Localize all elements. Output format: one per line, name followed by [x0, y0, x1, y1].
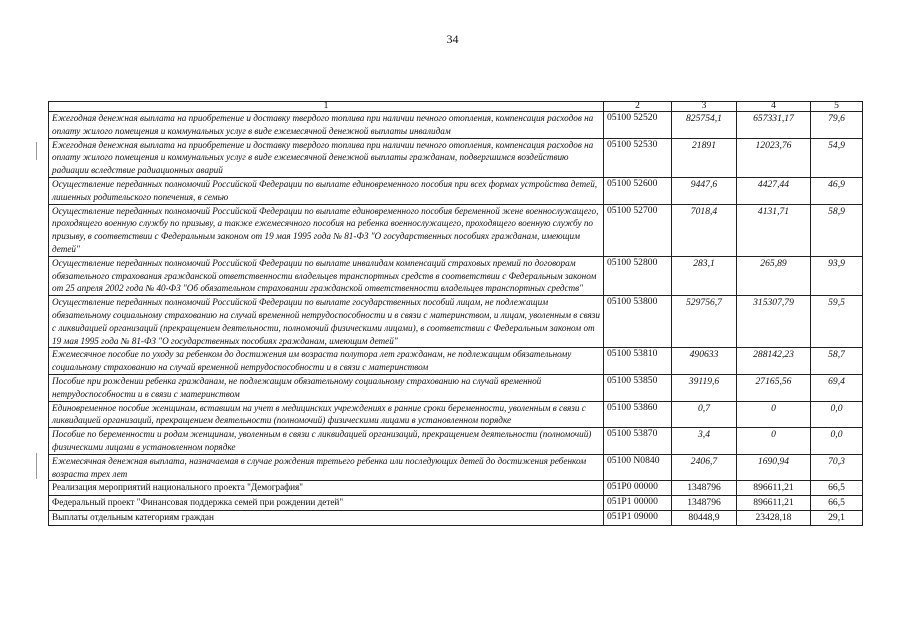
expense-name-cell: Осуществление переданных полномочий Российской Федерации по выплате инвалидам компенсаций страховых премий по договорам обязательного страхования гражданской ответственности владельцев транспортных средств в соответствии с Федеральным законом от 25 апреля 2002 года № 40-ФЗ "Об обязательном страховании гражданской ответственности владельцев транспортных средств"	[49, 256, 604, 295]
planned-amount-cell: 1348796	[672, 496, 737, 511]
expense-name-cell: Пособие при рождении ребенка гражданам, не подлежащим обязательному социальному страхованию на случай временной нетрудоспособности и в связи с материнством	[49, 374, 604, 401]
planned-amount-cell: 0,7	[672, 401, 737, 428]
execution-percent-cell: 0,0	[811, 428, 863, 455]
executed-amount-cell: 0	[737, 401, 811, 428]
expense-name-cell: Ежемесячная денежная выплата, назначаемая в случае рождения третьего ребенка или последующих детей до достижения ребенком возраста трех лет	[49, 454, 604, 481]
execution-percent-cell: 58,9	[811, 204, 863, 256]
table-row	[49, 138, 863, 177]
budget-code-cell: 05100 53860	[604, 401, 672, 428]
table-body	[49, 112, 863, 526]
page-number: 34	[446, 32, 459, 46]
margin-mark	[36, 142, 37, 160]
executed-amount-cell: 896611,21	[737, 496, 811, 511]
budget-code-cell: 051P1 00000	[604, 496, 672, 511]
header-row	[49, 102, 863, 112]
planned-amount-cell: 21891	[672, 138, 737, 177]
expense-name-cell: Выплаты отдельным категориям граждан	[49, 510, 604, 525]
planned-amount-cell: 9447,6	[672, 177, 737, 204]
table-row	[49, 454, 863, 481]
budget-execution-table	[48, 101, 863, 526]
budget-code-cell: 05100 53870	[604, 428, 672, 455]
table-row	[49, 112, 863, 139]
budget-code-cell: 051P1 09000	[604, 510, 672, 525]
executed-amount-cell: 23428,18	[737, 510, 811, 525]
executed-amount-cell: 0	[737, 428, 811, 455]
header-col-5: 5	[811, 102, 863, 112]
executed-amount-cell: 288142,23	[737, 348, 811, 375]
expense-name-cell: Реализация мероприятий национального проекта "Демография"	[49, 481, 604, 496]
table-row	[49, 481, 863, 496]
planned-amount-cell: 39119,6	[672, 374, 737, 401]
planned-amount-cell: 1348796	[672, 481, 737, 496]
budget-code-cell: 05100 52600	[604, 177, 672, 204]
expense-name-cell: Ежемесячное пособие по уходу за ребенком до достижения им возраста полутора лет гражданам, не подлежащим обязательному социальному страхованию на случай временной нетрудоспособности и в связи с материнством	[49, 348, 604, 375]
table-row	[49, 510, 863, 525]
execution-percent-cell: 93,9	[811, 256, 863, 295]
planned-amount-cell: 3,4	[672, 428, 737, 455]
header-col-3: 3	[672, 102, 737, 112]
table-row	[49, 204, 863, 256]
planned-amount-cell: 283,1	[672, 256, 737, 295]
executed-amount-cell: 27165,56	[737, 374, 811, 401]
table-row	[49, 496, 863, 511]
expense-name-cell: Ежегодная денежная выплата на приобретение и доставку твердого топлива при наличии печного отопления, компенсация расходов на оплату жилого помещения и коммунальных услуг в виде ежемесячной денежной выплаты инвалидам	[49, 112, 604, 139]
execution-percent-cell: 66,5	[811, 496, 863, 511]
table-row	[49, 401, 863, 428]
executed-amount-cell: 4427,44	[737, 177, 811, 204]
planned-amount-cell: 7018,4	[672, 204, 737, 256]
budget-code-cell: 05100 53810	[604, 348, 672, 375]
budget-code-cell: 05100 52800	[604, 256, 672, 295]
expense-name-cell: Единовременное пособие женщинам, вставшим на учет в медицинских учреждениях в ранние сроки беременности, уволенным в связи с ликвидацией организаций, прекращением деятельности (полномочий) физическими лицами в установленном порядке	[49, 401, 604, 428]
execution-percent-cell: 70,3	[811, 454, 863, 481]
execution-percent-cell: 79,6	[811, 112, 863, 139]
expense-name-cell: Осуществление переданных полномочий Российской Федерации по выплате единовременного пособия беременной жене военнослужащего, проходящего военную службу по призыву, а также ежемесячного пособия на ребенка военнослужащего, проходящего военную службу по призыву, в соответствии с Федеральным законом от 19 мая 1995 года № 81-ФЗ "О государственных пособиях гражданам, имеющим детей"	[49, 204, 604, 256]
budget-code-cell: 05100 53800	[604, 296, 672, 348]
execution-percent-cell: 66,5	[811, 481, 863, 496]
executed-amount-cell: 315307,79	[737, 296, 811, 348]
planned-amount-cell: 2406,7	[672, 454, 737, 481]
header-col-1: 1	[49, 102, 604, 112]
planned-amount-cell: 529756,7	[672, 296, 737, 348]
margin-mark	[36, 453, 37, 479]
expense-name-cell: Ежегодная денежная выплата на приобретение и доставку твердого топлива при наличии печного отопления, компенсация расходов на оплату жилого помещения и коммунальных услуг в виде ежемесячной денежной выплаты гражданам, подвергшимся воздействию радиации вследствие радиационных аварий	[49, 138, 604, 177]
budget-code-cell: 05100 52520	[604, 112, 672, 139]
execution-percent-cell: 54,9	[811, 138, 863, 177]
executed-amount-cell: 657331,17	[737, 112, 811, 139]
planned-amount-cell: 825754,1	[672, 112, 737, 139]
expense-name-cell: Осуществление переданных полномочий Российской Федерации по выплате государственных пособий лицам, не подлежащим обязательному социальному страхованию на случай временной нетрудоспособности и в связи с материнством, и лицам, уволенным в связи с ликвидацией организаций (прекращением деятельности, полномочий физическими лицами), в соответствии с Федеральным законом от 19 мая 1995 года № 81-ФЗ "О государственных пособиях гражданам, имеющим детей"	[49, 296, 604, 348]
budget-code-cell: 05100 52700	[604, 204, 672, 256]
planned-amount-cell: 80448,9	[672, 510, 737, 525]
executed-amount-cell: 4131,71	[737, 204, 811, 256]
table-row	[49, 374, 863, 401]
execution-percent-cell: 59,5	[811, 296, 863, 348]
execution-percent-cell: 46,9	[811, 177, 863, 204]
budget-code-cell: 051P0 00000	[604, 481, 672, 496]
planned-amount-cell: 490633	[672, 348, 737, 375]
execution-percent-cell: 69,4	[811, 374, 863, 401]
header-col-4: 4	[737, 102, 811, 112]
table-row	[49, 428, 863, 455]
executed-amount-cell: 265,89	[737, 256, 811, 295]
execution-percent-cell: 58,7	[811, 348, 863, 375]
table-row	[49, 296, 863, 348]
executed-amount-cell: 1690,94	[737, 454, 811, 481]
execution-percent-cell: 29,1	[811, 510, 863, 525]
expense-name-cell: Федеральный проект "Финансовая поддержка семей при рождении детей"	[49, 496, 604, 511]
budget-code-cell: 05100 53850	[604, 374, 672, 401]
table-row	[49, 348, 863, 375]
budget-code-cell: 05100 52530	[604, 138, 672, 177]
expense-name-cell: Осуществление переданных полномочий Российской Федерации по выплате единовременного пособия при всех формах устройства детей, лишенных родительского попечения, в семью	[49, 177, 604, 204]
header-col-2: 2	[604, 102, 672, 112]
table-row	[49, 177, 863, 204]
execution-percent-cell: 0,0	[811, 401, 863, 428]
budget-code-cell: 05100 N0840	[604, 454, 672, 481]
expense-name-cell: Пособие по беременности и родам женщинам, уволенным в связи с ликвидацией организаций, прекращением деятельности (полномочий) физическими лицами в установленном порядке	[49, 428, 604, 455]
executed-amount-cell: 12023,76	[737, 138, 811, 177]
executed-amount-cell: 896611,21	[737, 481, 811, 496]
budget-table-container	[48, 101, 862, 526]
table-row	[49, 256, 863, 295]
